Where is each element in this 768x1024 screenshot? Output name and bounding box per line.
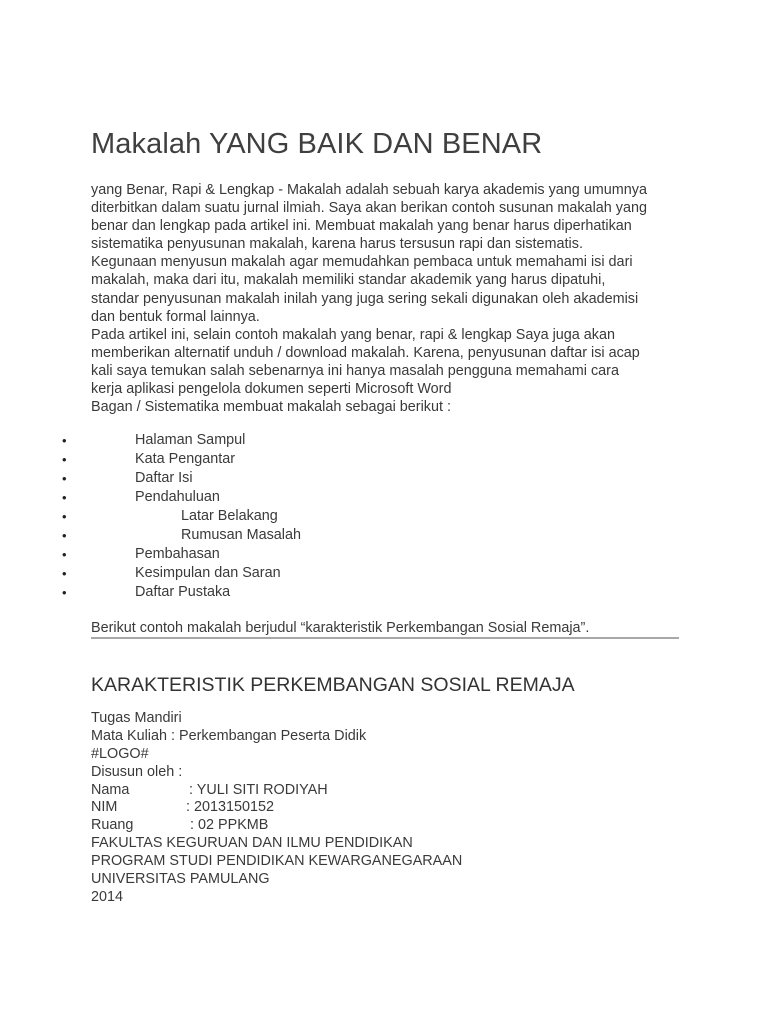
ruang-label: Ruang — [91, 817, 134, 834]
year-line: 2014 — [91, 888, 124, 905]
mata-kuliah-line: Mata Kuliah : Perkembangan Peserta Didik — [91, 727, 367, 744]
intro-line: kerja aplikasi pengelola dokumen seperti Microsoft Word — [91, 381, 452, 398]
intro-line: standar penyusunan makalah inilah yang juga sering sekali digunakan oleh akademisi — [91, 290, 639, 307]
list-item-label: Halaman Sampul — [135, 432, 246, 448]
bullet-icon: • — [62, 509, 67, 524]
tugas-line: Tugas Mandiri — [91, 710, 182, 726]
intro-line: Bagan / Sistematika membuat makalah sebagai berikut : — [91, 399, 451, 416]
bullet-icon: • — [62, 433, 67, 448]
divider — [91, 637, 679, 639]
nama-value: : YULI SITI RODIYAH — [189, 781, 328, 798]
bullet-icon: • — [62, 528, 67, 543]
list-item — [0, 450, 768, 469]
intro-line: yang Benar, Rapi & Lengkap - Makalah adalah sebuah karya akademis yang umumnya — [91, 182, 647, 198]
closing-sentence: Berikut contoh makalah berjudul “karakteristik Perkembangan Sosial Remaja”. — [91, 620, 590, 636]
prodi-line: PROGRAM STUDI PENDIDIKAN KEWARGANEGARAAN — [91, 853, 463, 870]
list-item-label: Daftar Pustaka — [135, 584, 231, 600]
logo-placeholder: #LOGO# — [91, 745, 149, 762]
bullet-icon: • — [62, 547, 67, 562]
ruang-value: : 02 PPKMB — [190, 817, 269, 834]
intro-line: dan bentuk formal lainnya. — [91, 308, 260, 325]
nama-label: Nama — [91, 781, 130, 798]
nim-value: : 2013150152 — [186, 799, 275, 816]
list-item-label: Daftar Isi — [135, 470, 193, 486]
list-item-label: Kata Pengantar — [135, 451, 236, 467]
list-item-label: Kesimpulan dan Saran — [135, 565, 281, 581]
list-item-label: Rumusan Masalah — [181, 527, 301, 543]
intro-line: memberikan alternatif unduh / download makalah. Karena, penyusunan daftar isi acap — [91, 344, 640, 361]
intro-line: kali saya temukan salah sebenarnya ini hanya masalah pengguna memahami cara — [91, 362, 619, 379]
intro-line: benar dan lengkap pada artikel ini. Membuat makalah yang benar harus diperhatikan — [91, 218, 632, 235]
list-item-label: Latar Belakang — [181, 508, 278, 524]
list-item — [0, 469, 768, 488]
ruang-row — [91, 817, 462, 835]
outline-list — [0, 431, 768, 602]
list-item — [0, 564, 768, 583]
fakultas-line: FAKULTAS KEGURUAN DAN ILMU PENDIDIKAN — [91, 835, 413, 852]
list-item-label: Pendahuluan — [135, 489, 220, 505]
list-item — [0, 583, 768, 602]
list-item-label: Pembahasan — [135, 546, 220, 562]
section-heading: KARAKTERISTIK PERKEMBANGAN SOSIAL REMAJA — [91, 674, 575, 696]
intro-paragraph — [91, 181, 691, 416]
list-item — [0, 488, 768, 507]
disusun-line: Disusun oleh : — [91, 763, 183, 780]
list-item — [0, 545, 768, 564]
nim-label: NIM — [91, 799, 118, 816]
universitas-line: UNIVERSITAS PAMULANG — [91, 871, 270, 888]
list-item — [0, 526, 768, 545]
bullet-icon: • — [62, 452, 67, 467]
intro-line: Kegunaan menyusun makalah agar memudahkan pembaca untuk memahami isi dari — [91, 254, 633, 271]
bullet-icon: • — [62, 471, 67, 486]
intro-line: makalah, maka dari itu, makalah memiliki standar akademik yang harus dipatuhi, — [91, 272, 606, 289]
page-title: Makalah YANG BAIK DAN BENAR — [91, 128, 543, 160]
bullet-icon: • — [62, 566, 67, 581]
intro-line: diterbitkan dalam suatu jurnal ilmiah. Saya akan berikan contoh susunan makalah yang — [91, 200, 647, 217]
nama-row — [91, 782, 462, 800]
list-item — [0, 431, 768, 450]
list-item — [0, 507, 768, 526]
bullet-icon: • — [62, 490, 67, 505]
intro-line: Pada artikel ini, selain contoh makalah yang benar, rapi & lengkap Saya juga akan — [91, 326, 615, 343]
intro-line: sistematika penyusunan makalah, karena harus tersusun rapi dan sistematis. — [91, 236, 583, 253]
nim-row — [91, 799, 462, 817]
bullet-icon: • — [62, 585, 67, 600]
cover-details — [91, 710, 462, 907]
